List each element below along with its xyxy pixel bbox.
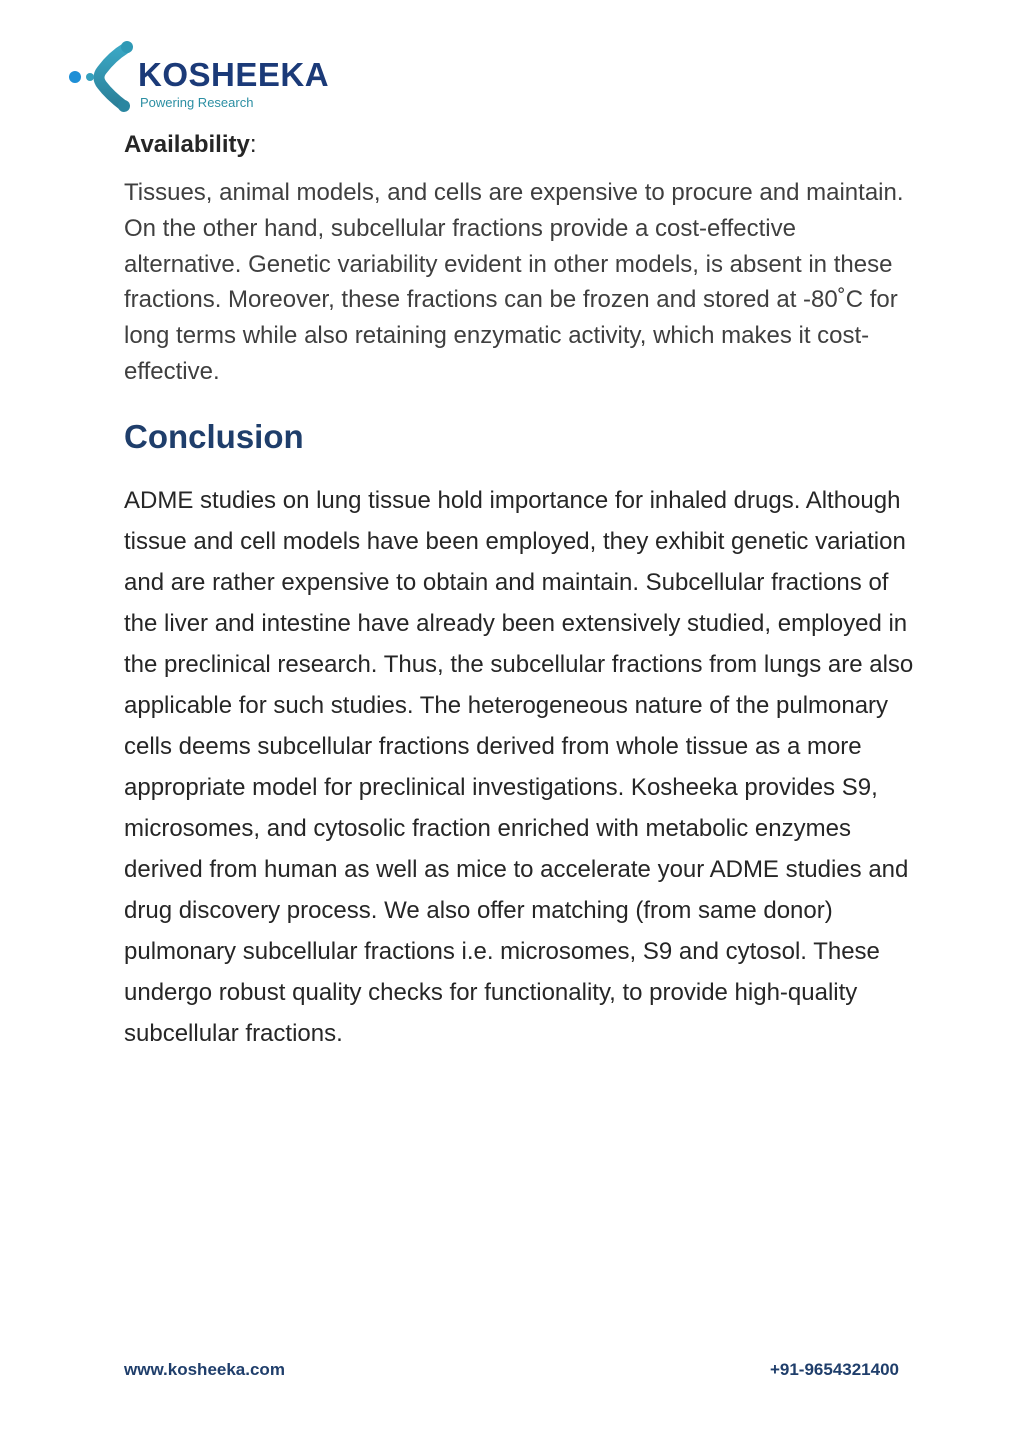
kosheeka-logo	[68, 40, 358, 116]
conclusion-heading: Conclusion	[124, 417, 304, 455]
kosheeka-logo-mark-icon	[68, 40, 140, 116]
availability-paragraph: Tissues, animal models, and cells are expensive to procure and maintain. On the other hand, subcellular fractions provide a cost-effective alternative. Genetic variability evident in other models, is absent in these fractions. Moreover, these fractions can be frozen and stored at -80˚C for long terms while also retaining enzymatic activity, which makes it cost-effective.	[124, 179, 904, 385]
page-content	[124, 125, 914, 1054]
logo-wordmark: KOSHEEKA	[138, 56, 330, 93]
availability-heading	[124, 125, 914, 165]
logo-tagline: Powering Research	[140, 95, 254, 110]
conclusion-paragraph: ADME studies on lung tissue hold importance for inhaled drugs. Although tissue and cell models have been employed, they exhibit genetic variation and are rather expensive to obtain and maintain. Subcellular fractions of the liver and intestine have already been extensively studied, employed in the preclinical research. Thus, the subcellular fractions from lungs are also applicable for such studies. The heterogeneous nature of the pulmonary cells deems subcellular fractions derived from whole tissue as a more appropriate model for preclinical investigations. Kosheeka provides S9, microsomes, and cytosolic fraction enriched with metabolic enzymes derived from human as well as mice to accelerate your ADME studies and drug discovery process. We also offer matching (from same donor) pulmonary subcellular fractions i.e. microsomes, S9 and cytosol. These undergo robust quality checks for functionality, to provide high-quality subcellular fractions.	[124, 486, 914, 1047]
footer-website-link[interactable]: www.kosheeka.com	[124, 1360, 285, 1379]
footer-phone-number[interactable]: +91-9654321400	[769, 1360, 899, 1379]
availability-heading-text: Availability	[124, 131, 250, 158]
availability-heading-colon: :	[249, 131, 257, 158]
